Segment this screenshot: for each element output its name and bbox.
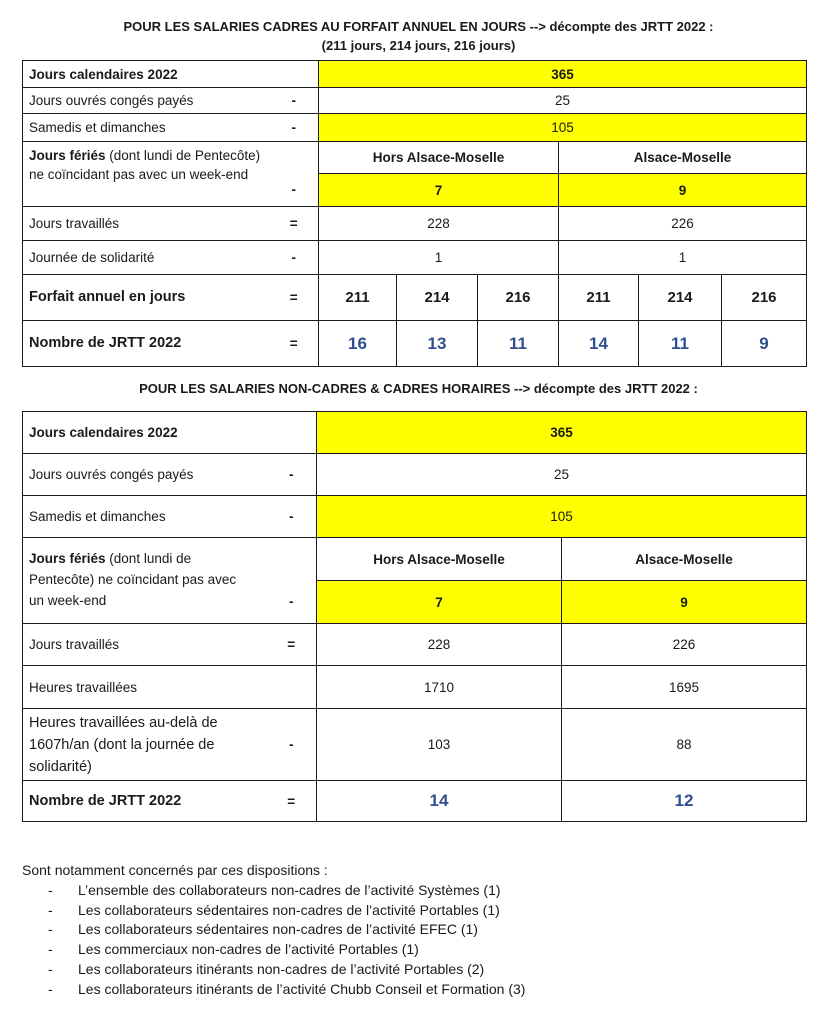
dash-bullet: - — [48, 941, 53, 958]
section1-title — [0, 17, 837, 55]
dash-bullet: - — [48, 901, 53, 918]
s1-conges-value: 25 — [319, 88, 807, 114]
s1-feries-col2-header: Alsace-Moselle — [559, 142, 807, 174]
section2-title: POUR LES SALARIES NON-CADRES & CADRES HORAIRES --> décompte des JRTT 2022 : — [139, 381, 698, 396]
s2-row-jrtt — [23, 781, 807, 822]
s2-au-dela-label: Heures travaillées au-delà de 1607h/an (dont la journée de solidarité) — [23, 709, 267, 781]
s2-row-heures — [23, 666, 807, 709]
s1-forfait-value: 211 — [319, 275, 397, 321]
s1-forfait-op: = — [270, 275, 319, 321]
s2-conges-label: Jours ouvrés congés payés — [23, 454, 267, 496]
dash-bullet: - — [48, 960, 53, 977]
s1-solidarite-label: Journée de solidarité — [23, 241, 270, 275]
s1-travailles-col1: 228 — [319, 207, 559, 241]
list-item — [22, 940, 812, 960]
section1-table — [22, 60, 807, 367]
s2-jrtt-col1: 14 — [317, 781, 562, 822]
s2-feries-col2-header: Alsace-Moselle — [562, 538, 807, 581]
s2-jrtt-op: = — [267, 781, 317, 822]
s2-row-au-dela — [23, 709, 807, 781]
s1-feries-label-bold: Jours fériés — [29, 148, 106, 163]
s2-weekends-op: - — [267, 496, 317, 538]
s1-calendaires-label: Jours calendaires 2022 — [23, 61, 270, 88]
s1-conges-label: Jours ouvrés congés payés — [23, 88, 270, 114]
s1-row-calendaires — [23, 61, 807, 88]
s1-weekends-op: - — [270, 114, 319, 142]
s1-forfait-value: 216 — [478, 275, 559, 321]
s2-row-travailles — [23, 624, 807, 666]
s2-feries-op: - — [267, 581, 317, 624]
s1-row-feries-header — [23, 142, 807, 174]
s1-conges-op: - — [270, 88, 319, 114]
s1-weekends-label: Samedis et dimanches — [23, 114, 270, 142]
s2-weekends-label: Samedis et dimanches — [23, 496, 267, 538]
s2-au-dela-col1: 103 — [317, 709, 562, 781]
s1-feries-col1-value: 7 — [319, 174, 559, 207]
s2-jrtt-label: Nombre de JRTT 2022 — [23, 781, 267, 822]
s1-forfait-value: 214 — [397, 275, 478, 321]
s2-heures-label: Heures travaillées — [23, 666, 267, 709]
s1-forfait-value: 216 — [722, 275, 807, 321]
s2-heures-op — [267, 666, 317, 709]
s1-feries-op: - — [270, 174, 319, 207]
s1-forfait-value: 214 — [639, 275, 722, 321]
s2-travailles-label: Jours travaillés — [23, 624, 267, 666]
s1-feries-col2-value: 9 — [559, 174, 807, 207]
section1-title-line2: (211 jours, 214 jours, 216 jours) — [321, 38, 516, 53]
s1-forfait-label: Forfait annuel en jours — [23, 275, 270, 321]
s1-feries-label-rest: (dont lundi de Pentecôte) ne coïncidant pas avec un week-end — [29, 148, 261, 182]
s2-feries-label-rest: (dont lundi de Pentecôte) ne coïncidant pas avec un week-end — [29, 551, 237, 608]
s2-au-dela-op: - — [267, 709, 317, 781]
s2-calendaires-value: 365 — [317, 412, 807, 454]
s1-forfait-value: 211 — [559, 275, 639, 321]
s2-calendaires-label: Jours calendaires 2022 — [23, 412, 267, 454]
s1-row-conges — [23, 88, 807, 114]
s1-solidarite-col1: 1 — [319, 241, 559, 275]
s1-travailles-op: = — [270, 207, 319, 241]
s1-jrtt-value: 11 — [639, 321, 722, 367]
s2-feries-col1-value: 7 — [317, 581, 562, 624]
s1-feries-op-spacer — [270, 142, 319, 174]
s1-row-travailles — [23, 207, 807, 241]
s2-travailles-col2: 226 — [562, 624, 807, 666]
list-item-text: Les collaborateurs sédentaires non-cadres de l’activité Portables (1) — [78, 901, 500, 918]
s1-calendaires-value: 365 — [319, 61, 807, 88]
s2-row-feries-header — [23, 538, 807, 581]
s2-heures-col1: 1710 — [317, 666, 562, 709]
s1-row-forfait — [23, 275, 807, 321]
list-item — [22, 920, 812, 940]
s1-travailles-col2: 226 — [559, 207, 807, 241]
s1-jrtt-op: = — [270, 321, 319, 367]
s2-weekends-value: 105 — [317, 496, 807, 538]
s2-feries-col2-value: 9 — [562, 581, 807, 624]
list-item — [22, 960, 812, 980]
s2-jrtt-col2: 12 — [562, 781, 807, 822]
s1-jrtt-value: 11 — [478, 321, 559, 367]
s1-row-solidarite — [23, 241, 807, 275]
s2-travailles-col1: 228 — [317, 624, 562, 666]
notes-section — [22, 861, 812, 1000]
s2-feries-col1-header: Hors Alsace-Moselle — [317, 538, 562, 581]
s2-row-calendaires — [23, 412, 807, 454]
s2-conges-op: - — [267, 454, 317, 496]
s1-feries-col1-header: Hors Alsace-Moselle — [319, 142, 559, 174]
s1-jrtt-value: 13 — [397, 321, 478, 367]
s1-row-weekends — [23, 114, 807, 142]
s1-jrtt-value: 14 — [559, 321, 639, 367]
list-item-text: Les collaborateurs itinérants non-cadres de l’activité Portables (2) — [78, 960, 485, 977]
s2-au-dela-col2: 88 — [562, 709, 807, 781]
s1-solidarite-col2: 1 — [559, 241, 807, 275]
s2-feries-op-spacer — [267, 538, 317, 581]
list-item-text: Les collaborateurs itinérants de l’activité Chubb Conseil et Formation (3) — [78, 980, 526, 997]
list-item-text: Les collaborateurs sédentaires non-cadres de l’activité EFEC (1) — [78, 921, 478, 938]
s1-row-jrtt — [23, 321, 807, 367]
list-item — [22, 881, 812, 901]
dash-bullet: - — [48, 881, 53, 898]
section2-table — [22, 411, 807, 822]
s2-row-weekends — [23, 496, 807, 538]
s1-jrtt-label: Nombre de JRTT 2022 — [23, 321, 270, 367]
s2-calendaires-op — [267, 412, 317, 454]
s1-jrtt-value: 16 — [319, 321, 397, 367]
s1-travailles-label: Jours travaillés — [23, 207, 270, 241]
s2-feries-label — [23, 538, 267, 624]
list-item-text: Les commerciaux non-cadres de l’activité Portables (1) — [78, 941, 419, 958]
s2-heures-col2: 1695 — [562, 666, 807, 709]
s2-conges-value: 25 — [317, 454, 807, 496]
notes-intro: Sont notamment concernés par ces dispositions : — [22, 862, 328, 878]
s1-calendaires-op — [270, 61, 319, 88]
s1-weekends-value: 105 — [319, 114, 807, 142]
s2-row-conges — [23, 454, 807, 496]
section1-title-line1: POUR LES SALARIES CADRES AU FORFAIT ANNUEL EN JOURS --> décompte des JRTT 2022 : — [123, 19, 714, 34]
list-item — [22, 901, 812, 921]
s1-feries-label — [23, 142, 270, 207]
dash-bullet: - — [48, 921, 53, 938]
s2-travailles-op: = — [267, 624, 317, 666]
list-item — [22, 980, 812, 1000]
s2-feries-label-bold: Jours fériés — [29, 551, 106, 566]
s1-solidarite-op: - — [270, 241, 319, 275]
s1-jrtt-value: 9 — [722, 321, 807, 367]
list-item-text: L’ensemble des collaborateurs non-cadres de l’activité Systèmes (1) — [78, 881, 501, 898]
dash-bullet: - — [48, 980, 53, 997]
notes-list — [22, 881, 812, 1000]
